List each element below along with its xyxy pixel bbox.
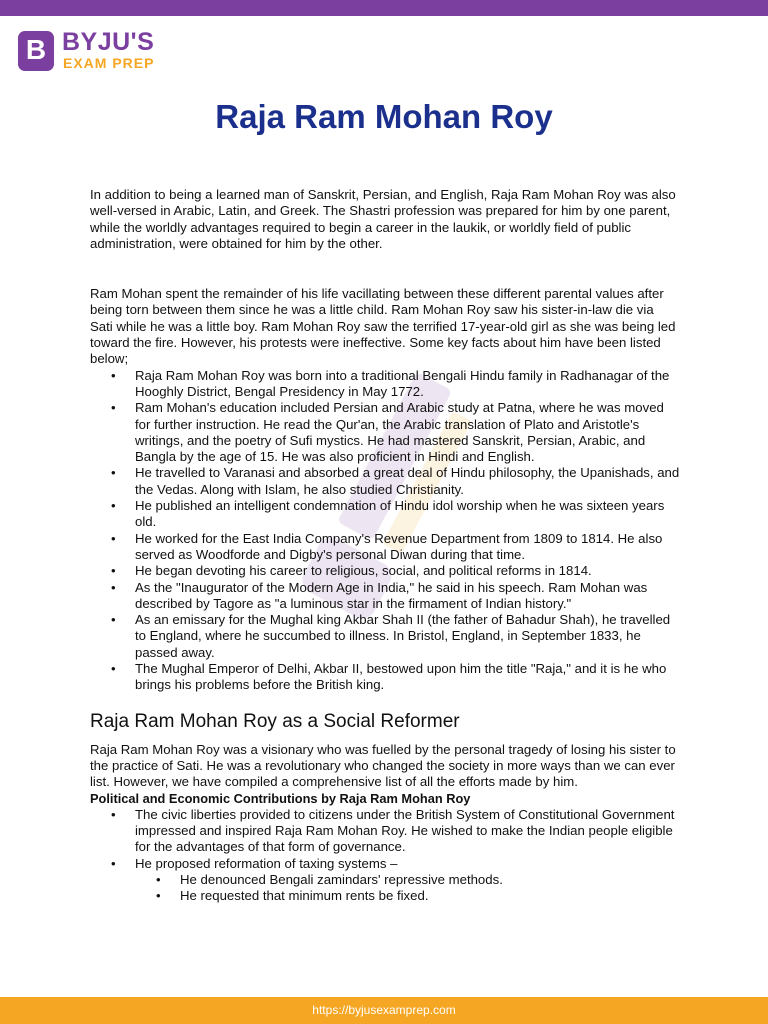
list-item: • Raja Ram Mohan Roy was born into a traditional Bengali Hindu family in Radhanagar of the Hooghly District, Bengal Presidency in May 1772.	[90, 368, 680, 401]
contributions-list	[90, 807, 680, 872]
list-item: • He worked for the East India Company's Revenue Department from 1809 to 1814. He also served as Woodforde and Digby's personal Diwan during that time.	[90, 531, 680, 564]
list-item	[90, 856, 680, 872]
brand-subtitle: EXAM PREP	[63, 55, 155, 71]
list-item: • He travelled to Varanasi and absorbed a great deal of Hindu philosophy, the Upanishads, and the Vedas. Along with Islam, he also studied Christianity.	[90, 465, 680, 498]
sub-heading: Political and Economic Contributions by Raja Ram Mohan Roy	[90, 790, 471, 806]
list-item: • He began devoting his career to religious, social, and political reforms in 1814.	[90, 563, 680, 579]
list-item: • As the "Inaugurator of the Modern Age in India," he said in his speech. Ram Mohan was described by Tagore as "a luminous star in the firmament of Indian history."	[90, 580, 680, 613]
intro-paragraph: In addition to being a learned man of Sanskrit, Persian, and English, Raja Ram Mohan Roy was also well-versed in Arabic, Latin, and Greek. The Shastri profession was prepared for him by one parent, while the worldly advantages required to begin a career in the laukik, or worldly field of public administration, were obtained for him by the other.	[90, 187, 676, 251]
background-paragraph: Ram Mohan spent the remainder of his life vacillating between these different parental values after being torn between them since he was a little child. Ram Mohan Roy saw his sister-in-law die via Sati while he was a little boy. Ram Mohan Roy saw the terrified 17-year-old girl as she was being led toward the fire. However, his protests were ineffective. Some key facts about him have been listed below;	[90, 286, 676, 367]
article-body	[90, 187, 680, 905]
key-facts-list	[90, 368, 680, 694]
tax-reform-sublist	[90, 872, 680, 905]
logo-letter: B	[25, 34, 47, 65]
list-item: • The civic liberties provided to citizens under the British System of Constitutional Government impressed and inspired Raja Ram Mohan Roy. He wished to make the Indian people eligible for the advantages of that form of governance.	[90, 807, 680, 856]
logo-badge-icon	[18, 31, 54, 71]
list-item: • As an emissary for the Mughal king Akbar Shah II (the father of Bahadur Shah), he travelled to England, where he succumbed to illness. In Bristol, England, in September 1833, he passed away.	[90, 612, 680, 661]
section-intro: Raja Ram Mohan Roy was a visionary who was fuelled by the personal tragedy of losing his sister to the practice of Sati. He was a revolutionary who changed the society in more ways than we can ever list. However, we have compiled a comprehensive list of all the efforts made by him.	[90, 741, 676, 790]
brand-name: BYJU'S	[62, 28, 155, 56]
footer-url-link[interactable]: https://byjusexamprep.com	[312, 1003, 456, 1017]
section-heading: Raja Ram Mohan Roy as a Social Reformer	[90, 710, 460, 732]
list-item: • He denounced Bengali zamindars' repressive methods.	[90, 872, 680, 888]
list-item-text: He proposed reformation of taxing systems –	[135, 855, 398, 871]
list-item: • He published an intelligent condemnation of Hindu idol worship when he was sixteen years old.	[90, 498, 680, 531]
list-item: • Ram Mohan's education included Persian and Arabic study at Patna, where he was moved for further instruction. He read the Qur'an, the Arabic translation of Plato and Aristotle's writings, and the poetry of Sufi mystics. He had mastered Sanskrit, Persian, Arabic, and Bangla by the age of 15. He was also proficient in Hindi and English.	[90, 400, 680, 465]
brand-logo[interactable]	[18, 30, 168, 74]
top-accent-bar	[0, 0, 768, 16]
list-item: • He requested that minimum rents be fixed.	[90, 888, 680, 904]
page-title: Raja Ram Mohan Roy	[215, 98, 553, 135]
list-item: • The Mughal Emperor of Delhi, Akbar II, bestowed upon him the title "Raja," and it is he who brings his problems before the British king.	[90, 661, 680, 694]
